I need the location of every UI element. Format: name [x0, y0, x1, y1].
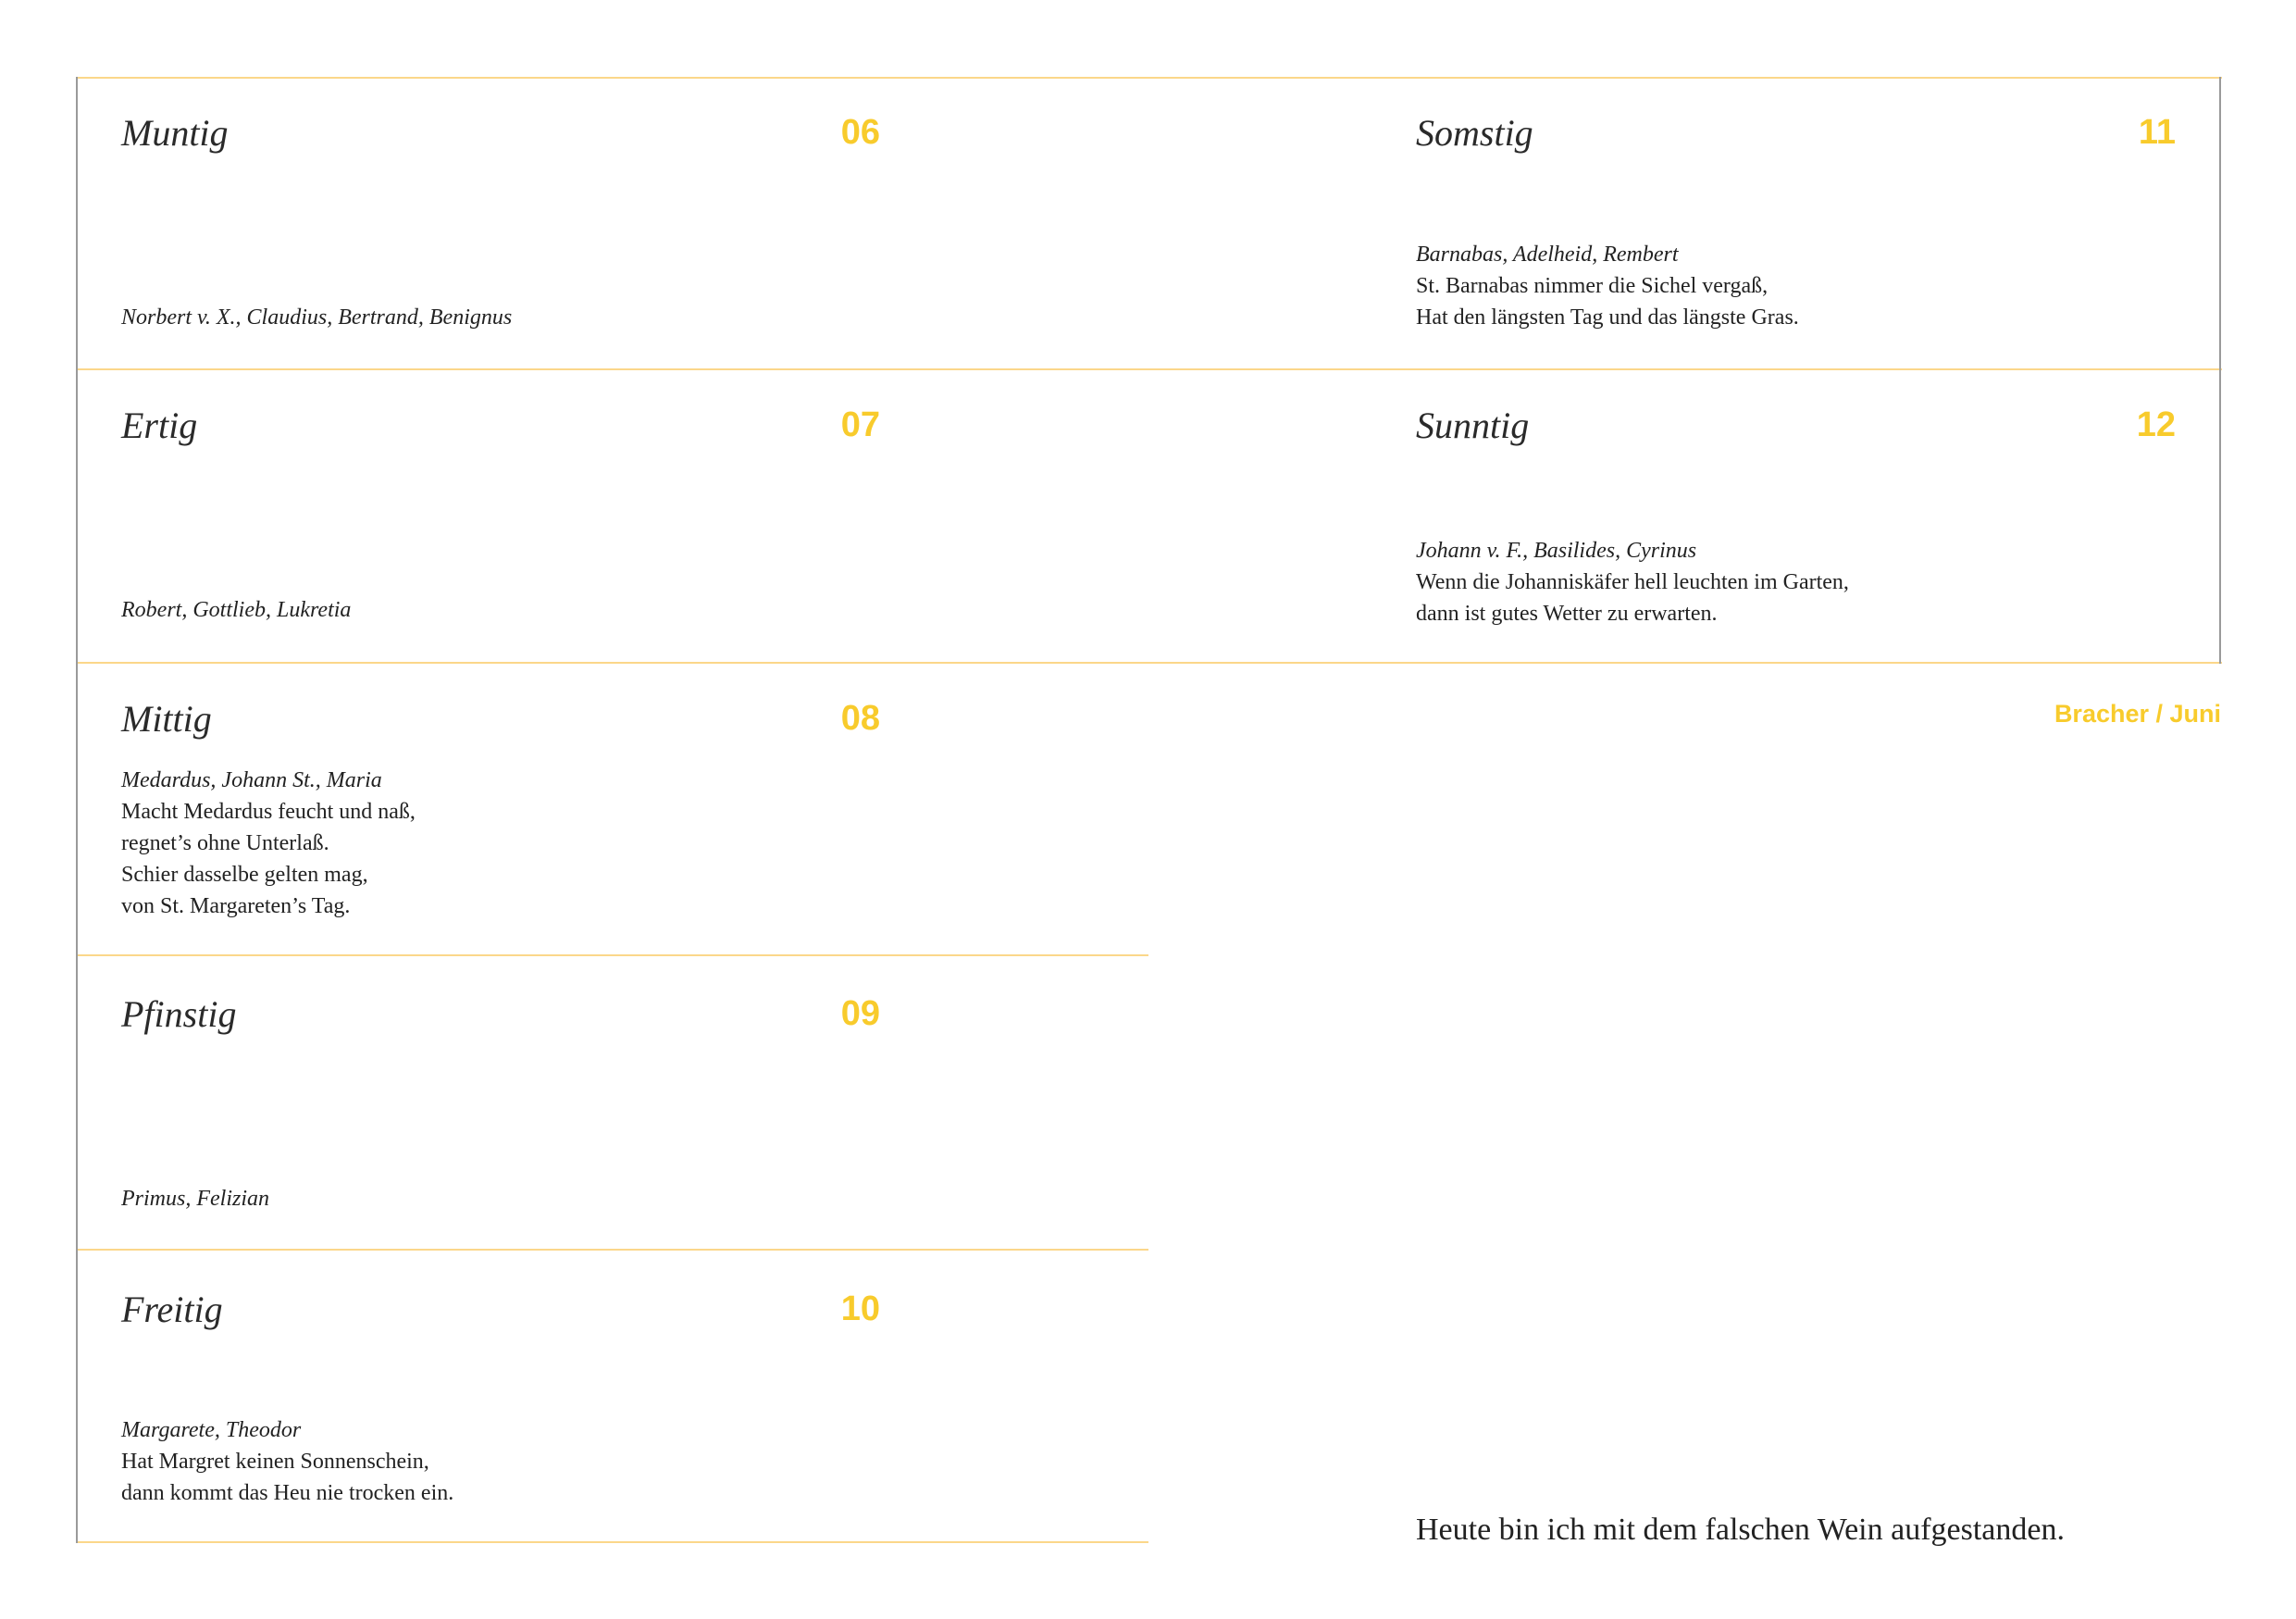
day-text — [1416, 535, 1849, 629]
day-name: Muntig — [121, 112, 229, 154]
saints-list: Norbert v. X., Claudius, Bertrand, Benignus — [121, 305, 513, 330]
verse-line: dann kommt das Heu nie trocken ein. — [121, 1481, 454, 1505]
verse-line: Schier dasselbe gelten mag, — [121, 863, 368, 887]
verse-line: Hat Margret keinen Sonnenschein, — [121, 1450, 429, 1474]
day-text — [121, 302, 512, 333]
day-number: 08 — [840, 699, 880, 738]
day-text — [121, 1183, 269, 1214]
verse-line: Hat den längsten Tag und das längste Gras. — [1416, 305, 1799, 330]
day-number: 12 — [2136, 405, 2176, 444]
day-text — [1416, 239, 1799, 333]
top-rule — [77, 77, 2222, 79]
day-text — [121, 765, 416, 922]
right-border — [2219, 77, 2221, 664]
verse-line: von St. Margareten’s Tag. — [121, 894, 351, 918]
day-number: 10 — [840, 1289, 880, 1328]
row-rule-3 — [77, 954, 1148, 956]
saints-list: Medardus, Johann St., Maria — [121, 768, 382, 792]
day-text — [121, 594, 351, 626]
day-text — [121, 1414, 453, 1509]
saints-list: Barnabas, Adelheid, Rembert — [1416, 243, 1679, 267]
row-rule-2 — [77, 662, 2222, 664]
verse-line: St. Barnabas nimmer die Sichel vergaß, — [1416, 274, 1769, 298]
day-name: Sunntig — [1416, 405, 1530, 446]
verse-line: dann ist gutes Wetter zu erwarten. — [1416, 602, 1718, 626]
month-label: Bracher / Juni — [2054, 700, 2221, 728]
day-number: 06 — [840, 113, 880, 152]
day-name: Ertig — [121, 405, 198, 446]
day-name: Pfinstig — [121, 993, 237, 1035]
saints-list: Primus, Felizian — [121, 1187, 269, 1211]
verse-line: Wenn die Johanniskäfer hell leuchten im Garten, — [1416, 570, 1849, 594]
row-rule-1 — [77, 368, 2222, 370]
bottom-rule — [77, 1541, 1148, 1543]
row-rule-4 — [77, 1249, 1148, 1251]
saints-list: Margarete, Theodor — [121, 1418, 302, 1442]
saints-list: Johann v. F., Basilides, Cyrinus — [1416, 539, 1697, 563]
saints-list: Robert, Gottlieb, Lukretia — [121, 598, 352, 622]
day-number: 11 — [2138, 113, 2176, 152]
verse-line: regnet’s ohne Unterlaß. — [121, 831, 329, 855]
day-number: 07 — [840, 405, 880, 444]
day-name: Freitig — [121, 1289, 223, 1330]
day-name: Mittig — [121, 698, 212, 740]
day-name: Somstig — [1416, 112, 1533, 154]
left-border — [76, 77, 78, 1543]
day-number: 09 — [840, 994, 880, 1033]
quote-text: Heute bin ich mit dem falschen Wein aufgestanden. — [1416, 1513, 2065, 1547]
verse-line: Macht Medardus feucht und naß, — [121, 800, 416, 824]
